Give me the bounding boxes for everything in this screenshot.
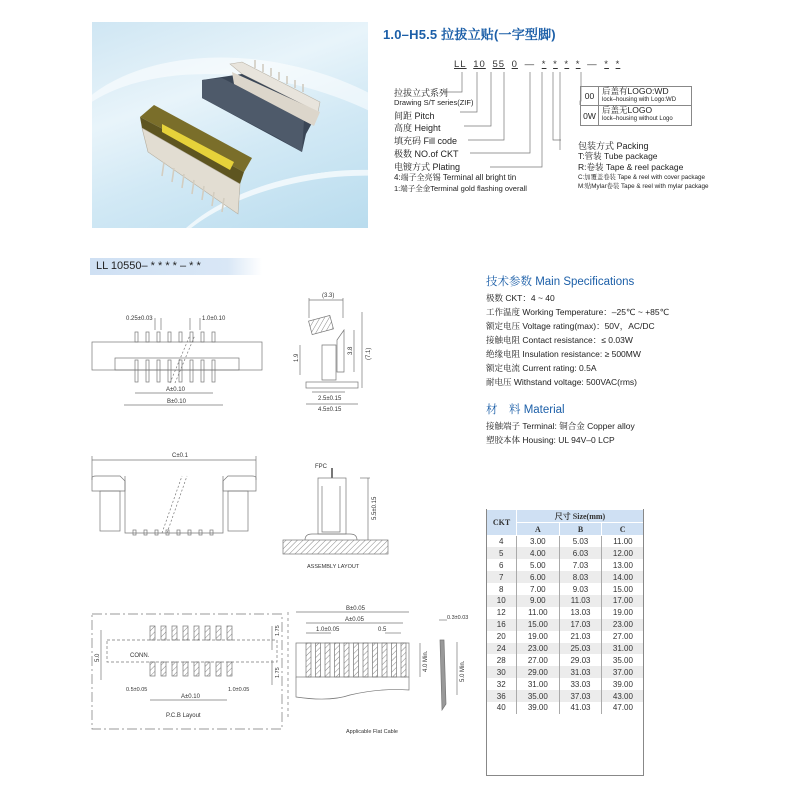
pcb-pad: [183, 626, 188, 640]
size-cell-c: 37.00: [602, 666, 644, 678]
pin-tip: [188, 530, 191, 535]
pcb-pad: [172, 626, 177, 640]
dim-pcb-r2: 1.75: [275, 667, 281, 678]
cable-trace: [306, 643, 311, 677]
dim-w1: 2.5±0.15: [318, 396, 342, 402]
bottom-view-drawing: [92, 456, 256, 535]
pin-tip: [210, 530, 213, 535]
dim-cable-thickness: 0.3±0.03: [447, 615, 469, 621]
size-cell-b: 5.03: [559, 536, 602, 548]
dim-pcb-a: A±0.10: [181, 694, 200, 700]
dim-h3: (7.1): [366, 347, 372, 360]
size-cell-a: 6.00: [517, 571, 560, 583]
cover-option-en: lock–housing without Logo: [602, 116, 673, 122]
size-cell-b: 33.03: [559, 678, 602, 690]
size-cell-a: 7.00: [517, 583, 560, 595]
size-cell-b: 13.03: [559, 607, 602, 619]
packing-option: M:贴Mylar卷装 Tape & reel with mylar package: [578, 183, 709, 190]
size-cell-c: 23.00: [602, 619, 644, 631]
size-cell-a: 11.00: [517, 607, 560, 619]
dim-cable-min1: 4.0 Min.: [423, 650, 429, 672]
size-cell-a: 35.00: [517, 690, 560, 702]
dim-pitch: 1.0±0.10: [202, 316, 226, 322]
section-header: LL 10550– * * * * – * *: [90, 258, 262, 275]
cover-option-cn: 后盖无LOGO: [602, 105, 653, 115]
dim-cable-min2: 5.0 Min.: [460, 660, 466, 682]
size-cell-ckt: 10: [487, 595, 517, 607]
spec-line: 极数 CKT：4 ~ 40: [486, 293, 555, 303]
legend-ckt-en: NO.of CKT: [414, 149, 459, 159]
pin-top: [212, 332, 215, 342]
pin-tip: [177, 530, 180, 535]
dim-cable-pad: 0.5: [378, 627, 387, 633]
legend-fill-en: Fill code: [423, 136, 458, 146]
pcb-pad: [194, 662, 199, 676]
dim-a: A±0.10: [166, 387, 185, 393]
size-table-header-ckt: CKT: [487, 510, 517, 536]
dim-pad: 0.5±0.05: [126, 687, 148, 693]
dim-pin-width: 0.25±0.03: [126, 316, 153, 322]
legend-plating-cn: 电镀方式: [394, 162, 431, 172]
pn-segment: *: [541, 59, 547, 70]
legend-series-en: Drawing S/T series(ZIF): [394, 98, 474, 107]
size-cell-a: 27.00: [517, 654, 560, 666]
size-cell-c: 12.00: [602, 547, 644, 559]
size-cell-a: 9.00: [517, 595, 560, 607]
size-cell-c: 13.00: [612, 560, 633, 570]
size-cell-ckt: 5: [487, 547, 517, 559]
dim-w2: 4.5±0.15: [318, 407, 342, 413]
pn-segment: *: [604, 59, 609, 70]
size-cell-b: 6.03: [559, 547, 602, 559]
size-cell-ckt: 40: [487, 702, 517, 714]
legend-pitch-en: Pitch: [414, 111, 435, 121]
material-line: 塑胶本体 Housing: UL 94V–0 LCP: [486, 435, 615, 445]
assembly-caption: ASSEMBLY LAYOUT: [307, 564, 360, 570]
pcb-pad: [216, 626, 221, 640]
cable-trace: [382, 643, 387, 677]
pn-segment: 0: [511, 59, 518, 70]
size-cell-b: 11.03: [559, 595, 602, 607]
packing-option: T:管装 Tube package: [578, 151, 658, 161]
cable-trace: [344, 643, 349, 677]
pcb-pad: [216, 662, 221, 676]
plating-option: 4:端子全亮锡 Terminal all bright tin: [394, 173, 517, 182]
pcb-pad: [183, 662, 188, 676]
size-cell-ckt: 4: [487, 536, 517, 548]
size-cell-a: 3.00: [517, 536, 560, 548]
size-table-header-a: A: [517, 523, 560, 536]
dim-c: C±0.1: [172, 453, 188, 459]
size-cell-c: 11.00: [613, 537, 633, 547]
size-cell-c: 15.00: [612, 584, 633, 594]
size-cell-c: 17.00: [602, 595, 644, 607]
size-cell-a: 5.00: [517, 559, 560, 571]
packing-option: R:卷装 Tape & reel package: [578, 162, 684, 172]
cover-option-en: lock–housing with Logo:WD: [602, 97, 677, 103]
pcb-pad: [161, 626, 166, 640]
size-cell-a: 31.00: [517, 678, 560, 690]
dim-cable-pitch: 1.0±0.05: [316, 627, 340, 633]
conn-label: CONN.: [130, 653, 150, 659]
pcb-pad: [161, 662, 166, 676]
size-cell-c: 35.00: [612, 655, 633, 665]
pin-tip: [144, 530, 147, 535]
size-cell-b: 25.03: [559, 643, 602, 655]
pin-top: [135, 332, 138, 342]
size-cell-b: 8.03: [559, 571, 602, 583]
size-cell-ckt: 36: [487, 690, 517, 702]
size-cell-b: 37.03: [559, 690, 602, 702]
size-cell-a: 39.00: [517, 702, 560, 714]
size-cell-c: 19.00: [612, 608, 633, 618]
pin-top: [168, 332, 171, 342]
size-cell-ckt: 24: [487, 643, 517, 655]
pin-tip: [199, 530, 202, 535]
size-cell-b: 41.03: [559, 702, 602, 714]
size-cell-a: 4.00: [517, 547, 560, 559]
flat-cable-drawing: [288, 612, 457, 720]
dim-cable-a: A±0.05: [345, 617, 364, 623]
plating-option: 1:端子全金Terminal gold flashing overall: [394, 184, 527, 193]
cable-trace: [363, 643, 368, 677]
pn-segment: 55: [492, 59, 506, 70]
material-line: 接触端子 Terminal: 铜合金 Copper alloy: [486, 421, 635, 431]
packing-option: C:加覆盖卷装 Tape & reel with cover package: [578, 174, 706, 181]
legend-fill-cn: 填充码: [394, 136, 422, 146]
pin-top: [146, 332, 149, 342]
legend-height-en: Height: [414, 123, 441, 133]
size-cell-b: 29.03: [559, 654, 602, 666]
cable-trace: [335, 643, 340, 677]
spec-line: 额定电压 Voltage rating(max)：50V，AC/DC: [486, 321, 655, 331]
legend-pitch-cn: 间距: [394, 111, 413, 121]
size-cell-ckt: 7: [487, 571, 517, 583]
pn-segment: *: [564, 59, 570, 70]
cover-option-cn: 后盖有LOGO:WD: [602, 86, 669, 96]
size-cell-b: 9.03: [559, 583, 602, 595]
size-cell-ckt: 16: [487, 619, 517, 631]
size-cell-a: 29.00: [517, 666, 560, 678]
pn-separator: —: [587, 59, 598, 70]
dim-top: (3.3): [322, 293, 335, 299]
size-cell-b: 21.03: [559, 631, 602, 643]
size-cell-b: 17.03: [559, 619, 602, 631]
size-cell-c: 27.00: [612, 632, 633, 642]
size-cell-a: 15.00: [517, 619, 560, 631]
cover-option-code: 00: [581, 87, 599, 105]
packing-title: 包装方式 Packing: [578, 141, 649, 151]
size-cell-a: 19.00: [517, 631, 560, 643]
cable-trace: [354, 643, 359, 677]
page-title: 1.0–H5.5 拉拔立贴(一字型脚): [383, 27, 556, 42]
size-cell-ckt: 32: [487, 678, 517, 690]
pn-separator: —: [524, 59, 536, 70]
cable-caption: Applicable Flat Cable: [346, 729, 398, 735]
size-cell-c: 31.00: [602, 643, 644, 655]
size-cell-a: 23.00: [517, 643, 560, 655]
pn-segment: *: [553, 59, 558, 70]
pn-segment: LL: [454, 59, 467, 70]
specs-title: 技术参数 Main Specifications: [486, 276, 635, 288]
pcb-pad: [172, 662, 177, 676]
pcb-layout-drawing: [92, 614, 282, 729]
pcb-pad: [205, 662, 210, 676]
cover-option-code: 0W: [581, 106, 599, 125]
spec-line: 绝缘电阻 Insulation resistance: ≥ 500MW: [486, 349, 641, 359]
size-cell-ckt: 12: [487, 607, 517, 619]
spec-line: 工作温度 Working Temperature：–25℃ ~ +85℃: [486, 307, 670, 317]
dim-assembly-height: 5.5±0.15: [372, 496, 378, 520]
size-cell-ckt: 6: [487, 559, 517, 571]
pcb-pad: [194, 626, 199, 640]
pn-segment: *: [575, 59, 581, 70]
pin-tip: [133, 530, 136, 535]
dim-b: B±0.10: [167, 399, 186, 405]
size-cell-ckt: 30: [487, 666, 517, 678]
legend-ckt-cn: 极数: [394, 149, 413, 159]
size-cell-b: 31.03: [559, 666, 602, 678]
cable-trace: [392, 643, 397, 677]
pcb-pad: [150, 662, 155, 676]
pcb-pad: [227, 662, 232, 676]
size-cell-b: 7.03: [559, 559, 602, 571]
fpc-label: FPC: [315, 464, 327, 470]
size-table-header-c: C: [602, 523, 644, 536]
material-title: 材 料 Material: [486, 404, 565, 416]
size-cell-c: 39.00: [612, 679, 633, 689]
pin-top: [201, 332, 204, 342]
dim-cable-b: B±0.05: [346, 606, 365, 612]
size-table-header-size: 尺寸 Size(mm): [517, 510, 644, 523]
size-cell-ckt: 28: [487, 654, 517, 666]
pcb-pad: [227, 626, 232, 640]
pn-segment: *: [615, 59, 621, 70]
size-cell-c: 14.00: [602, 571, 644, 583]
size-cell-ckt: 8: [487, 583, 517, 595]
legend-series-cn: 拉拔立式系列: [394, 88, 449, 98]
size-cell-c: 47.00: [612, 703, 633, 713]
dim-h1: 1.9: [294, 353, 300, 362]
dim-pcb-pitch: 1.0±0.05: [228, 687, 250, 693]
spec-line: 耐电压 Withstand voltage: 500VAC(rms): [486, 377, 637, 387]
spec-line: 接触电阻 Contact resistance：≤ 0.03W: [486, 335, 633, 345]
spec-line: 额定电流 Current rating: 0.5A: [486, 363, 597, 373]
cable-trace: [401, 643, 406, 677]
pin-tip: [155, 530, 158, 535]
size-table-header-b: B: [559, 523, 602, 536]
size-cell-ckt: 20: [487, 631, 517, 643]
cable-trace: [325, 643, 330, 677]
pin-top: [157, 332, 160, 342]
pcb-caption: P.C.B Layout: [166, 713, 201, 719]
dim-h2: 3.8: [348, 346, 354, 355]
pin-top: [179, 332, 182, 342]
pcb-pad: [150, 626, 155, 640]
pn-segment: 10: [473, 59, 486, 70]
cable-trace: [316, 643, 321, 677]
cable-trace: [373, 643, 378, 677]
dim-pcb-height: 5.0: [95, 653, 101, 662]
dim-pcb-r1: 1.75: [275, 625, 281, 636]
legend-height-cn: 高度: [394, 123, 413, 133]
size-cell-c: 43.00: [602, 690, 644, 702]
pcb-pad: [205, 626, 210, 640]
legend-plating-en: Plating: [432, 162, 461, 172]
